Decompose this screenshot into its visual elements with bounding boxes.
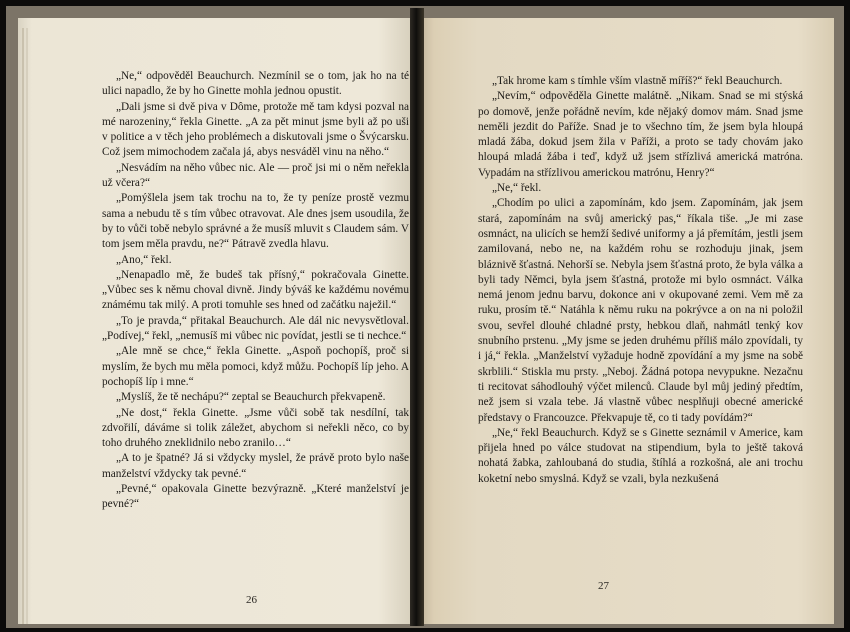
paragraph: „Pevné,“ opakovala Ginette bezvýrazně. „Které manželství je pevné?“: [102, 483, 409, 511]
paragraph: „Ale mně se chce,“ řekla Ginette. „Aspoň pochopíš, proč si myslím, že bych mu měla pomoci, když můžu. Pochopíš líp jeho. A pochopíš líp i mne.“: [102, 345, 409, 388]
paragraph: „Chodím po ulici a zapomínám, kdo jsem. Zapomínám, jak jsem stará, zapomínám na svůj americký pas,“ říkala tiše. „Je mi zase osmnáct, na ulicích se hemží šedivé uniformy a já přemítám, jestli jsem zamilovaná, nebo ne, na každém rohu se rozhoduju jinak, jsem bláznivě šťastná. Nehorší se. Nebyla jsem šťastná proto, že byla válka a byli tady Němci, byla jsem šťastná, protože mi bylo osmnáct. Válka nemá jenom jednu barvu, dokonce ani v okupované zemi. Vem mě za ruku, prosím tě.“ Natáhla k němu ruku na pokrývce a on na ni položil svou, sevřel dlouhé chladné prsty, hebkou dlaň, nahmátl tenký kov snubního prstenu. „My jsme se jeden druhému příliš málo zpovídali, ty i já,“ řekla. „Manželství vyžaduje hodně zpovídání a my jsme na sobě skrblili.“ Stiskla mu prsty. „Neboj. Žádná potopa nevypukne. Nezačnu ti recitovat sáhodlouhý výčet milenců. Claude byl můj jediný předtím, než jsem si vzala tebe. Já vlastně vůbec nesplňuji obecné americké představy o Francouzce. Překvapuje tě, co ti tady povídám?“: [478, 197, 803, 424]
paragraph: „Myslíš, že tě nechápu?“ zeptal se Beauchurch překvapeně.: [116, 391, 386, 404]
paragraph: „Ne,“ odpověděl Beauchurch. Nezmínil se o tom, jak ho na té ulici napadlo, že by ho Ginette mohla jednou opustit.: [102, 70, 409, 98]
book-gutter: [410, 8, 424, 626]
page-number: 26: [246, 594, 257, 606]
right-page: [418, 18, 834, 624]
paragraph: „Ne,“ řekl.: [492, 182, 542, 195]
paragraph: „To je pravda,“ přitakal Beauchurch. Ale dál nic nevysvětloval. „Podívej,“ řekl, „nemusíš mi vůbec nic povídat, jestli se ti nechce.“: [102, 314, 409, 343]
left-page-text: [102, 69, 409, 513]
paragraph: „Nevím,“ odpověděla Ginette malátně. „Nikam. Snad se mi stýská po domově, jenže pořádně nevím, kde nějaký domov mám. Snad jsme neměli jezdit do Paříže. Snad je to všechno tím, že jsem byla hloupá mladá žába, dokud jsem žila v Paříži, a proto se tady chovám jako hloupá mladá žába i teď, když už jsem střízlivá americká matróna. Vypadám na střízlivou americkou matrónu, Henry?“: [478, 90, 803, 179]
paragraph: „Ne dost,“ řekla Ginette. „Jsme vůči sobě tak nesdílní, tak zdvořilí, dáváme si tolik záležet, abychom si neřekli něco, co by toho druhého zneklidnilo nebo zranilo…“: [102, 406, 409, 450]
paragraph: „A to je špatné? Já si vždycky myslel, že právě proto bylo naše manželství vždycky tak pevné.“: [102, 452, 409, 480]
paragraph: „Nenapadlo mě, že budeš tak přísný,“ pokračovala Ginette. „Vůbec ses k němu choval divně. Jindy býváš ke každému novému známému tak milý. A proti tomuhle ses hned od začátku naježil.“: [102, 268, 409, 312]
right-page-text: [478, 74, 803, 487]
left-page: [18, 18, 414, 624]
paragraph: „Pomýšlela jsem tak trochu na to, že ty peníze prostě vezmu sama a nebudu tě s tím vůbec otravovat. Ale dnes jsem usoudila, že by to vůči tobě nebylo správné a že musíš mluvit s Claudem sám. V tom jsem měla pravdu, ne?“ Pátravě zvedla hlavu.: [102, 192, 409, 251]
paragraph: „Dali jsme si dvě piva v Dôme, protože mě tam kdysi pozval na mé narozeniny,“ řekla Ginette. „A za pět minut jsme byli až po uši v politice a v těch jeho problémech a diskutovali jsme o Švýcarsku. Což jsem mimochodem začala já, abys nesváděl vinu na něho.“: [102, 100, 409, 159]
paragraph: „Tak hrome kam s tímhle vším vlastně míříš?“ řekl Beauchurch.: [492, 75, 783, 87]
page-edge-line: [26, 28, 28, 624]
page-edge-line: [22, 28, 24, 624]
paragraph: „Ano,“ řekl.: [116, 253, 172, 266]
paragraph: „Ne,“ řekl Beauchurch. Když se s Ginette seznámil v Americe, kam přijela hned po válce studovat na stipendium, byla to ještě taková nohatá žabka, zahloubaná do studia, štíhlá a rozkošná, ale ani trochu koketní nebo smyslná. Když se vzali, byla nezkušená: [478, 426, 803, 485]
paragraph: „Nesvádím na něho vůbec nic. Ale — proč jsi mi o něm neřekla už včera?“: [102, 161, 409, 190]
page-number: 27: [598, 580, 609, 592]
